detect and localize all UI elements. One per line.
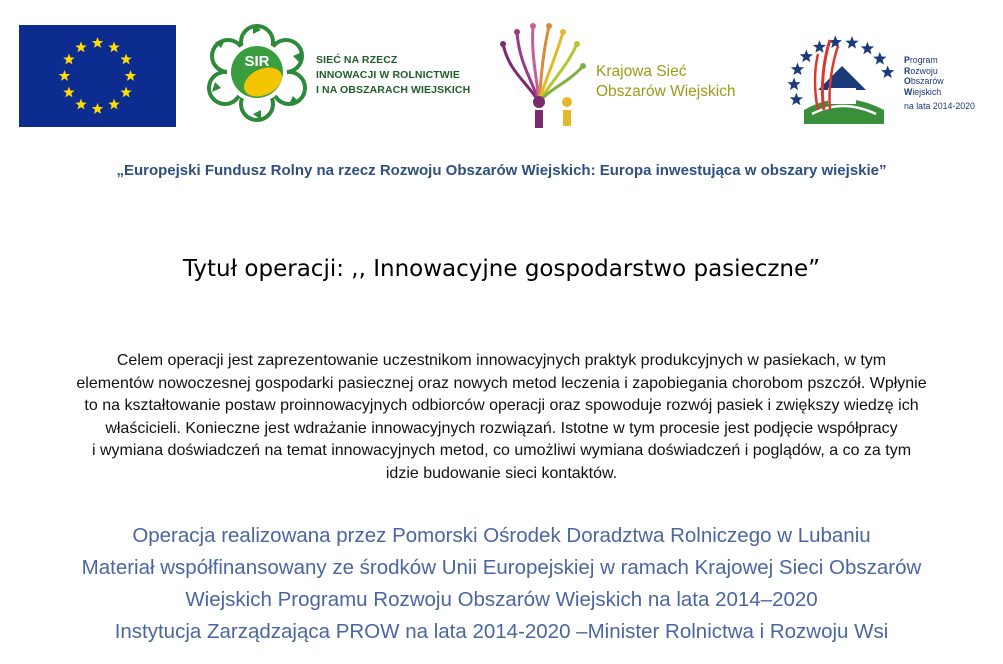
prow-star [791,63,804,76]
sir-logo-text [316,53,496,98]
prow-word: Wiejskich [904,86,942,97]
ksow-logo [497,22,587,130]
sir-logo [203,22,311,122]
ksow-line: Obszarów Wiejskich [596,83,736,100]
prow-logo [784,28,902,128]
description-line: idzie budowanie sieci kontaktów. [385,464,618,482]
footer-line: Operacja realizowana przez Pomorski Ośrodek Doradztwa Rolniczego w Lubaniu [132,524,871,547]
operation-description [14,350,989,485]
description-line: Celem operacji jest zaprezentowanie uczestnikom innowacyjnych praktyk produkcyjnych w pasiekach, w tym [116,352,887,369]
prow-star [881,65,894,78]
prow-star [787,77,800,90]
prow-star [861,42,874,55]
description-line: to na kształtowanie postaw proinnowacyjnych odbiorców operacji oraz spowoduje rozwój pasiek i zwiększy wiedzę ich [84,397,919,414]
prow-logo-text [904,55,994,112]
funding-footer [0,520,1003,648]
prow-star [873,52,886,65]
page-title: Tytuł operacji: ,, Innowacyjne gospodarstwo pasieczne” [182,256,821,282]
description-line: i wymiana doświadczeń na temat innowacyjnych metod, co umożliwi wymiana doświadczeń i poglądów, a co za tym [91,442,912,459]
prow-word: Program [904,55,938,65]
logo-strip [0,0,1003,140]
ksow-logo-text [596,62,786,102]
sir-badge-text: SIR [244,53,270,70]
fund-line: „Europejski Fundusz Rolny na rzecz Rozwoju Obszarów Wiejskich: Europa inwestująca w obszary wiejskie” [116,162,887,179]
prow-star [790,93,803,106]
eu-flag-logo [19,25,176,127]
description-line: właścicieli. Konieczne jest wdrażanie innowacyjnych rozwiązań. Istotne w tym procesie jest podjęcie współpracy [105,419,898,437]
prow-star [800,50,813,63]
prow-star [813,40,826,53]
footer-line: Wiejskich Programu Rozwoju Obszarów Wiejskich na lata 2014–2020 [185,588,818,611]
prow-word: Rozwoju [904,65,938,76]
description-line: elementów nowoczesnej gospodarki pasiecznej oraz nowych metod leczenia i zapobiegania chorobom pszczół. Wpłynie [76,374,927,392]
prow-word: Obszarów [904,76,944,86]
sir-line: INNOWACJI W ROLNICTWIE [316,69,460,81]
footer-line: Materiał współfinansowany ze środków Unii Europejskiej w ramach Krajowej Sieci Obszarów [81,556,922,579]
prow-star [845,36,858,49]
prow-years: na lata 2014-2020 [904,101,975,111]
ksow-line: Krajowa Sieć [596,63,687,80]
sir-line: SIEĆ NA RZECZ [316,54,398,66]
footer-line: Instytucja Zarządzająca PROW na lata 2014-2020 –Minister Rolnictwa i Rozwoju Wsi [114,620,889,643]
sir-line: I NA OBSZARACH WIEJSKICH [316,84,471,96]
